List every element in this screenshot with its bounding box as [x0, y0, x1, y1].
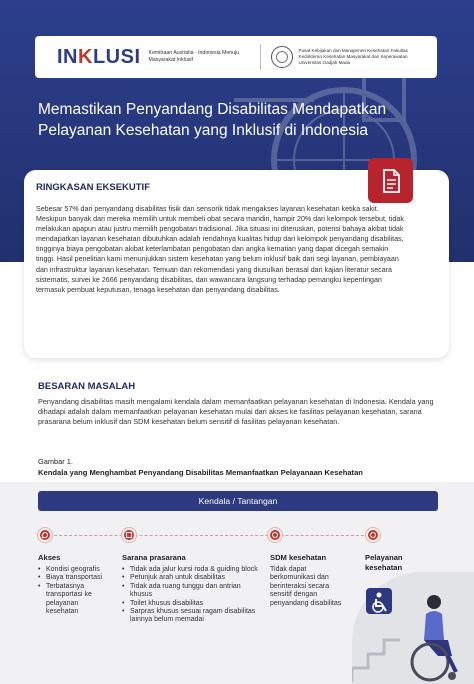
sdm-kesehatan-text: Tidak dapat berkomunikasi dan berinteraksi secara sensitif dengan penyandang disabilitas: [270, 566, 342, 607]
figure-number: Gambar 1.: [38, 457, 73, 466]
list-item: • Sarpras khusus sesuai ragam disabilitas lainnya belum memadai: [122, 608, 262, 625]
inklusi-tagline: Kemitraan Australia - Indonesia Menuju Masyarakat Inklusif: [148, 50, 240, 63]
page-title-line-1: Memastikan Penyandang Disabilitas Mendapatkan: [38, 101, 387, 118]
executive-summary-card: [24, 170, 449, 358]
list-item: • Toilet khusus disabilitas: [122, 600, 262, 608]
column-title-akses: Akses: [38, 553, 61, 562]
sarana-prasarana-list: [122, 566, 262, 625]
person-icon: [268, 528, 282, 542]
partner-logo-bar: [35, 36, 437, 78]
list-item: • Tidak ada jalur kursi roda & guiding block: [122, 566, 262, 574]
akses-list: [38, 566, 110, 616]
timeline-line: [44, 535, 374, 536]
column-title-sarana-prasarana: Sarana prasarana: [122, 553, 186, 562]
column-title-sdm-kesehatan: SDM kesehatan: [270, 553, 327, 562]
list-item: • Kondisi geografis: [38, 566, 110, 574]
problem-heading: BESARAN MASALAH: [38, 381, 136, 392]
column-title-pelayanan-kesehatan: Pelayanan kesehatan: [365, 553, 403, 572]
logo-divider: [260, 44, 261, 70]
list-item: • Tidak ada ruang tunggu dan antrian khusus: [122, 583, 262, 600]
ugm-institution-name: Pusat Kebijakan dan Manajemen Kesehatan Fakultas Kedokteran Kesehatan Masyarakat dan Keperawatan Universitas Gadjah Mada: [298, 48, 408, 65]
list-item: • Terbatasnya transportasi ke pelayanan kesehatan: [38, 583, 110, 617]
list-item: • Biaya transportasi: [38, 574, 110, 582]
wheelchair-user-illustration: [352, 582, 474, 684]
building-icon: [122, 528, 136, 542]
barriers-header-bar: Kendala / Tantangan: [38, 491, 438, 511]
inklusi-logo: INKLUSI: [57, 45, 141, 68]
page-title: [38, 99, 438, 141]
figure-caption: Kendala yang Menghambat Penyandang Disabilitas Memanfaatkan Pelayanaan Kesehatan: [38, 468, 363, 477]
medical-cross-icon: [366, 528, 380, 542]
document-icon: [368, 158, 413, 203]
list-item: • Petunjuk arah untuk disabilitas: [122, 574, 262, 582]
problem-text: Penyandang disabilitas masih mengalami kendala dalam memanfaatkan pelayanan kesehatan di Indonesia. Kendala yang dihadapi adalah dalam memanfaatkan pelayanan kesehatan mulai dari akses ke fasilitas pelayanan kesehatan, sarana prasarana belum inklusif dan SDM kesehatan belum sensitif di fasilitas pelayanan kesehatan.: [38, 397, 434, 426]
executive-summary-heading: RINGKASAN EKSEKUTIF: [36, 182, 151, 193]
ugm-seal-icon: [271, 46, 293, 68]
page-title-line-2: Pelayanan Kesehatan yang Inklusif di Indonesia: [38, 122, 369, 139]
location-icon: [38, 528, 52, 542]
executive-summary-text: Sebesar 57% dari penyandang disabilitas fisik dan sensorik tidak mengakses layanan kesehatan ketika sakit. Meskipun banyak dari mereka memilih untuk membeli obat secara mandiri, hampir 20% dari kelompok tersebut, tidak melakukan apapun atau justru memilih pengobatan tradisional. Jika situasi ini diteruskan, potensi bahaya akibat tidak mendapatkan layanan kesehatan dibutuhkan adalah rendahnya kualitas hidup dari kelompok penyandang disabilitas, tingginya biaya pengobatan akibat keterlambatan pengobatan dan angka kematian yang dapat dicegah semakin tinggi. Hasil penelitian kami menunjukkan sistem kesehatan yang belum inklusif baik dari segi layanan, pembiayaan dan infrastruktur layanan kesehatan. Temuan dan rekomendasi yang diusulkan berasal dari kajian literatur secara sistematis, survei ke 2666 penyandang disabilitas, dan wawancara langsung terhadap pemangku kepentingan termasuk pembuat keputusan, tenaga kesehatan dan penyandang disabilitas.: [36, 205, 404, 294]
